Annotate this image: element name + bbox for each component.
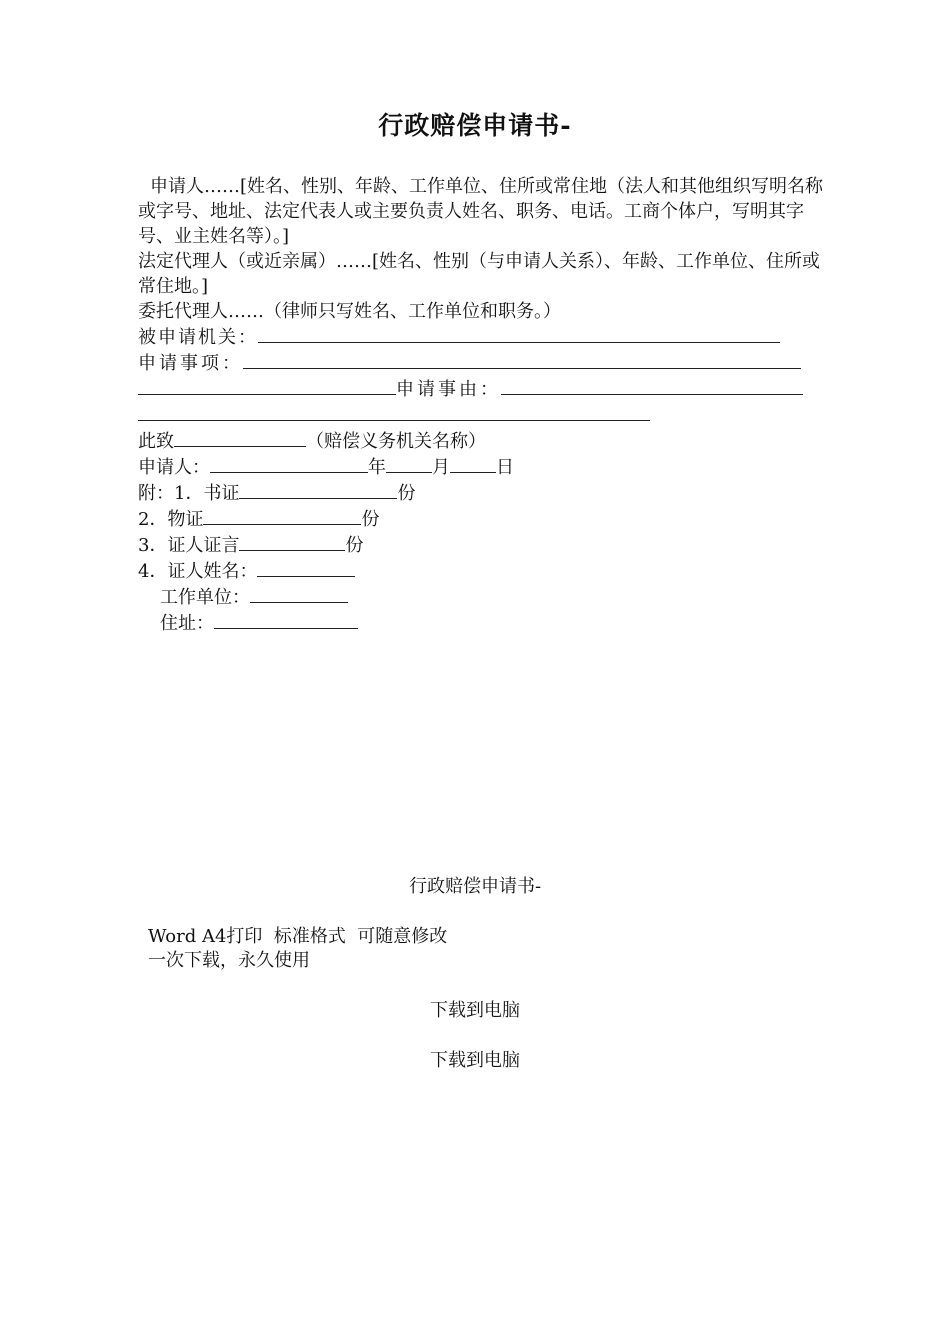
document-title: 行政赔偿申请书- [378, 111, 572, 140]
attachment-2-line [138, 506, 828, 532]
application-body [138, 174, 828, 636]
attachment-3-blank[interactable] [239, 532, 345, 551]
legal-agent-text: 法定代理人（或近亲属）……[姓名、性别（与申请人关系）、年龄、工作单位、住所或常住地。] [138, 251, 821, 297]
download-link-2[interactable]: 下载到电脑 [430, 1050, 520, 1071]
attachment-1-blank[interactable] [239, 480, 397, 499]
witness-name-blank[interactable] [257, 558, 355, 577]
attachment-1-unit: 份 [397, 483, 416, 504]
claims-blank[interactable] [243, 350, 801, 369]
address-blank[interactable] [214, 610, 358, 629]
attachment-2-blank[interactable] [203, 506, 361, 525]
applicant-text: 申请人……[姓名、性别、年龄、工作单位、住所或常住地（法人和其他组织写明名称或字号、地址、法定代表人或主要负责人姓名、职务、电话。工商个体户，写明其字号、业主姓名等）。] [138, 176, 824, 247]
month-blank[interactable] [386, 454, 432, 473]
attachment-2-label: 2．物证 [138, 509, 204, 530]
addressee-suffix: （赔偿义务机关名称） [306, 431, 486, 452]
signature-label: 申请人： [138, 457, 210, 478]
reasons-continued-line [138, 402, 828, 428]
respondent-label: 被申请机关： [138, 327, 258, 348]
attachment-3-label: 3．证人证言 [138, 535, 240, 556]
respondent-blank[interactable] [258, 324, 780, 343]
footer-title: 行政赔偿申请书- [408, 876, 542, 897]
signature-blank[interactable] [210, 454, 368, 473]
address-label: 住址： [160, 613, 214, 634]
attachment-4-label: 4．证人姓名： [138, 561, 258, 582]
entrusted-agent-text: 委托代理人……（律师只写姓名、工作单位和职务。） [138, 301, 561, 322]
addressee-prefix: 此致 [138, 431, 174, 452]
download-link-1[interactable]: 下载到电脑 [430, 1000, 520, 1021]
entrusted-agent-line [138, 299, 828, 324]
work-unit-label: 工作单位： [160, 587, 250, 608]
reasons-blank[interactable] [501, 376, 803, 395]
legal-agent-paragraph [138, 249, 828, 299]
day-blank[interactable] [450, 454, 496, 473]
work-unit-blank[interactable] [250, 584, 348, 603]
reasons-line [138, 376, 828, 402]
address-line [138, 610, 828, 636]
applicant-paragraph [138, 174, 828, 249]
addressee-blank[interactable] [174, 428, 306, 447]
attachment-3-line [138, 532, 828, 558]
attachment-1-label: 附：1．书证 [138, 483, 240, 504]
claims-blank-continued[interactable] [138, 376, 396, 395]
claims-line [138, 350, 828, 376]
reasons-blank-continued[interactable] [138, 402, 650, 421]
attachment-4-line [138, 558, 828, 584]
footer-usage-line: 一次下载，永久使用 [148, 950, 310, 971]
signature-line [138, 454, 828, 480]
reasons-label: 申请事由： [396, 379, 501, 400]
respondent-line [138, 324, 828, 350]
footer-format-line: Word A4打印 标准格式 可随意修改 [148, 926, 448, 947]
attachment-2-unit: 份 [361, 509, 380, 530]
attachment-1-line [138, 480, 828, 506]
attachment-3-unit: 份 [345, 535, 364, 556]
addressee-line [138, 428, 828, 454]
year-label: 年 [368, 457, 386, 478]
day-label: 日 [496, 457, 514, 478]
claims-label: 申请事项： [138, 353, 243, 374]
work-unit-line [138, 584, 828, 610]
month-label: 月 [432, 457, 450, 478]
